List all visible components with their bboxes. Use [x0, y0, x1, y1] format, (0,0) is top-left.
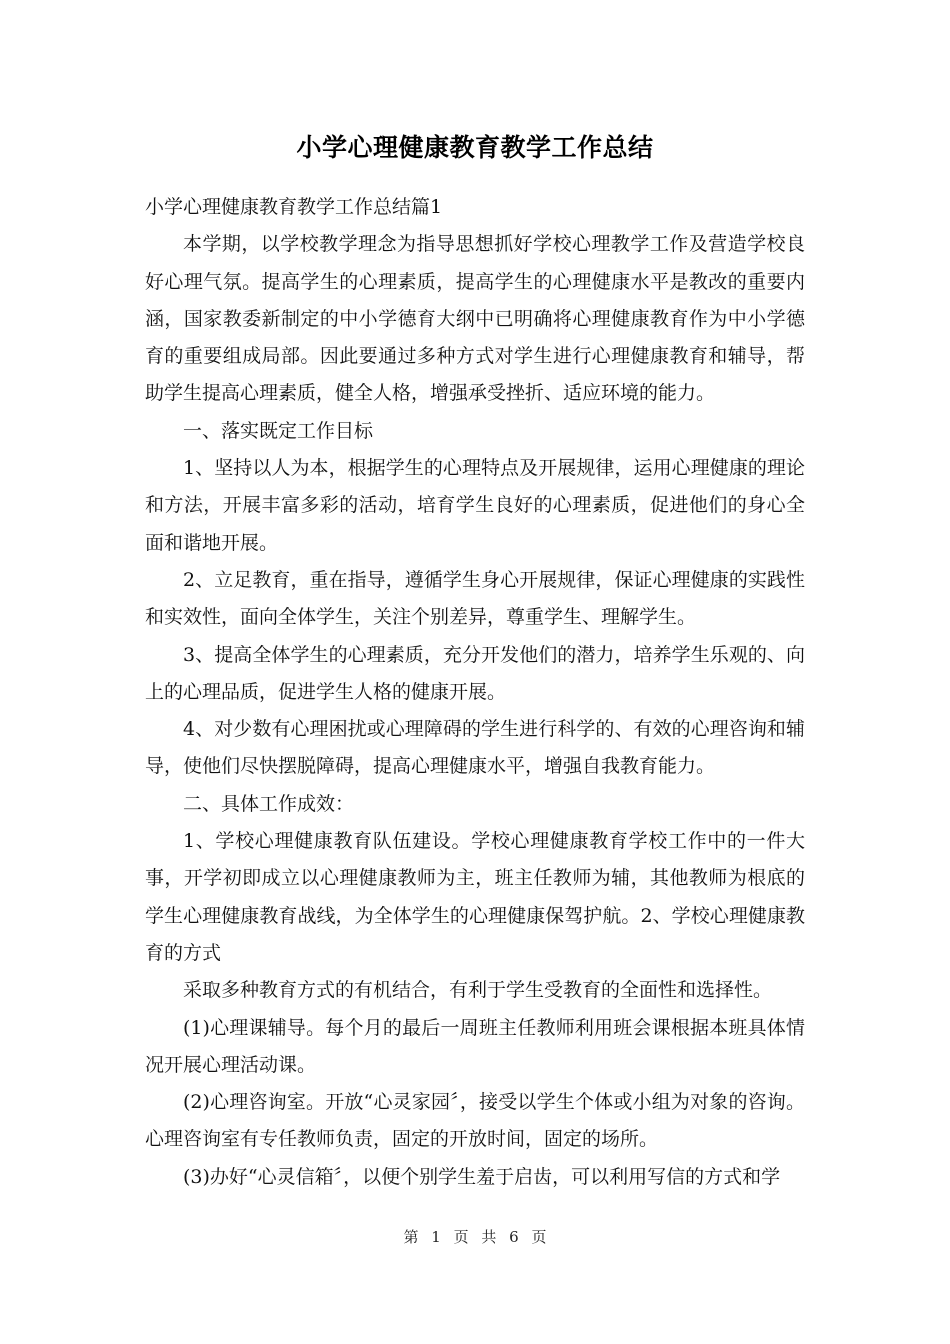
paragraph: 一、落实既定工作目标 [183, 419, 374, 442]
document-body [145, 189, 805, 1196]
paragraph: 1、坚持以人为本，根据学生的心理特点及开展规律，运用心理健康的理论和方法，开展丰富多彩的活动，培育学生良好的心理素质，促进他们的身心全面和谐地开展。 [145, 457, 805, 554]
page-number-footer: 第 1 页 共 6 页 [403, 1228, 547, 1246]
section-heading: 小学心理健康教育教学工作总结篇1 [145, 196, 443, 218]
paragraph: (2)心理咨询室。开放“心灵家园〞，接受以学生个体或小组为对象的咨询。心理咨询室有专任教师负责，固定的开放时间，固定的场所。 [145, 1091, 805, 1151]
paragraph: (1)心理课辅导。每个月的最后一周班主任教师利用班会课根据本班具体情况开展心理活动课。 [145, 1016, 805, 1076]
paragraph: 4、对少数有心理困扰或心理障碍的学生进行科学的、有效的心理咨询和辅导，使他们尽快摆脱障碍，提高心理健康水平，增强自我教育能力。 [145, 718, 805, 778]
paragraph: 本学期，以学校教学理念为指导思想抓好学校心理教学工作及营造学校良好心理气氛。提高学生的心理素质，提高学生的心理健康水平是教改的重要内涵，国家教委新制定的中小学德育大纲中已明确将心理健康教育作为中小学德育的重要组成局部。因此要通过多种方式对学生进行心理健康教育和辅导，帮助学生提高心理素质，健全人格，增强承受挫折、适应环境的能力。 [145, 233, 805, 405]
paragraph: 1、学校心理健康教育队伍建设。学校心理健康教育学校工作中的一件大事，开学初即成立以心理健康教师为主，班主任教师为辅，其他教师为根底的学生心理健康教育战线，为全体学生的心理健康保驾护航。2、学校心理健康教育的方式 [145, 830, 805, 964]
paragraph: 采取多种教育方式的有机结合，有利于学生受教育的全面性和选择性。 [183, 979, 773, 1002]
paragraph: 3、提高全体学生的心理素质，充分开发他们的潜力，培养学生乐观的、向上的心理品质，促进学生人格的健康开展。 [145, 643, 805, 703]
paragraph: 二、具体工作成效： [183, 792, 355, 815]
paragraph: (3)办好“心灵信箱〞，以便个别学生羞于启齿，可以利用写信的方式和学 [183, 1165, 781, 1188]
paragraph: 2、立足教育，重在指导，遵循学生身心开展规律，保证心理健康的实践性和实效性，面向全体学生，关注个别差异，尊重学生、理解学生。 [145, 568, 805, 629]
document-title: 小学心理健康教育教学工作总结 [296, 133, 654, 162]
